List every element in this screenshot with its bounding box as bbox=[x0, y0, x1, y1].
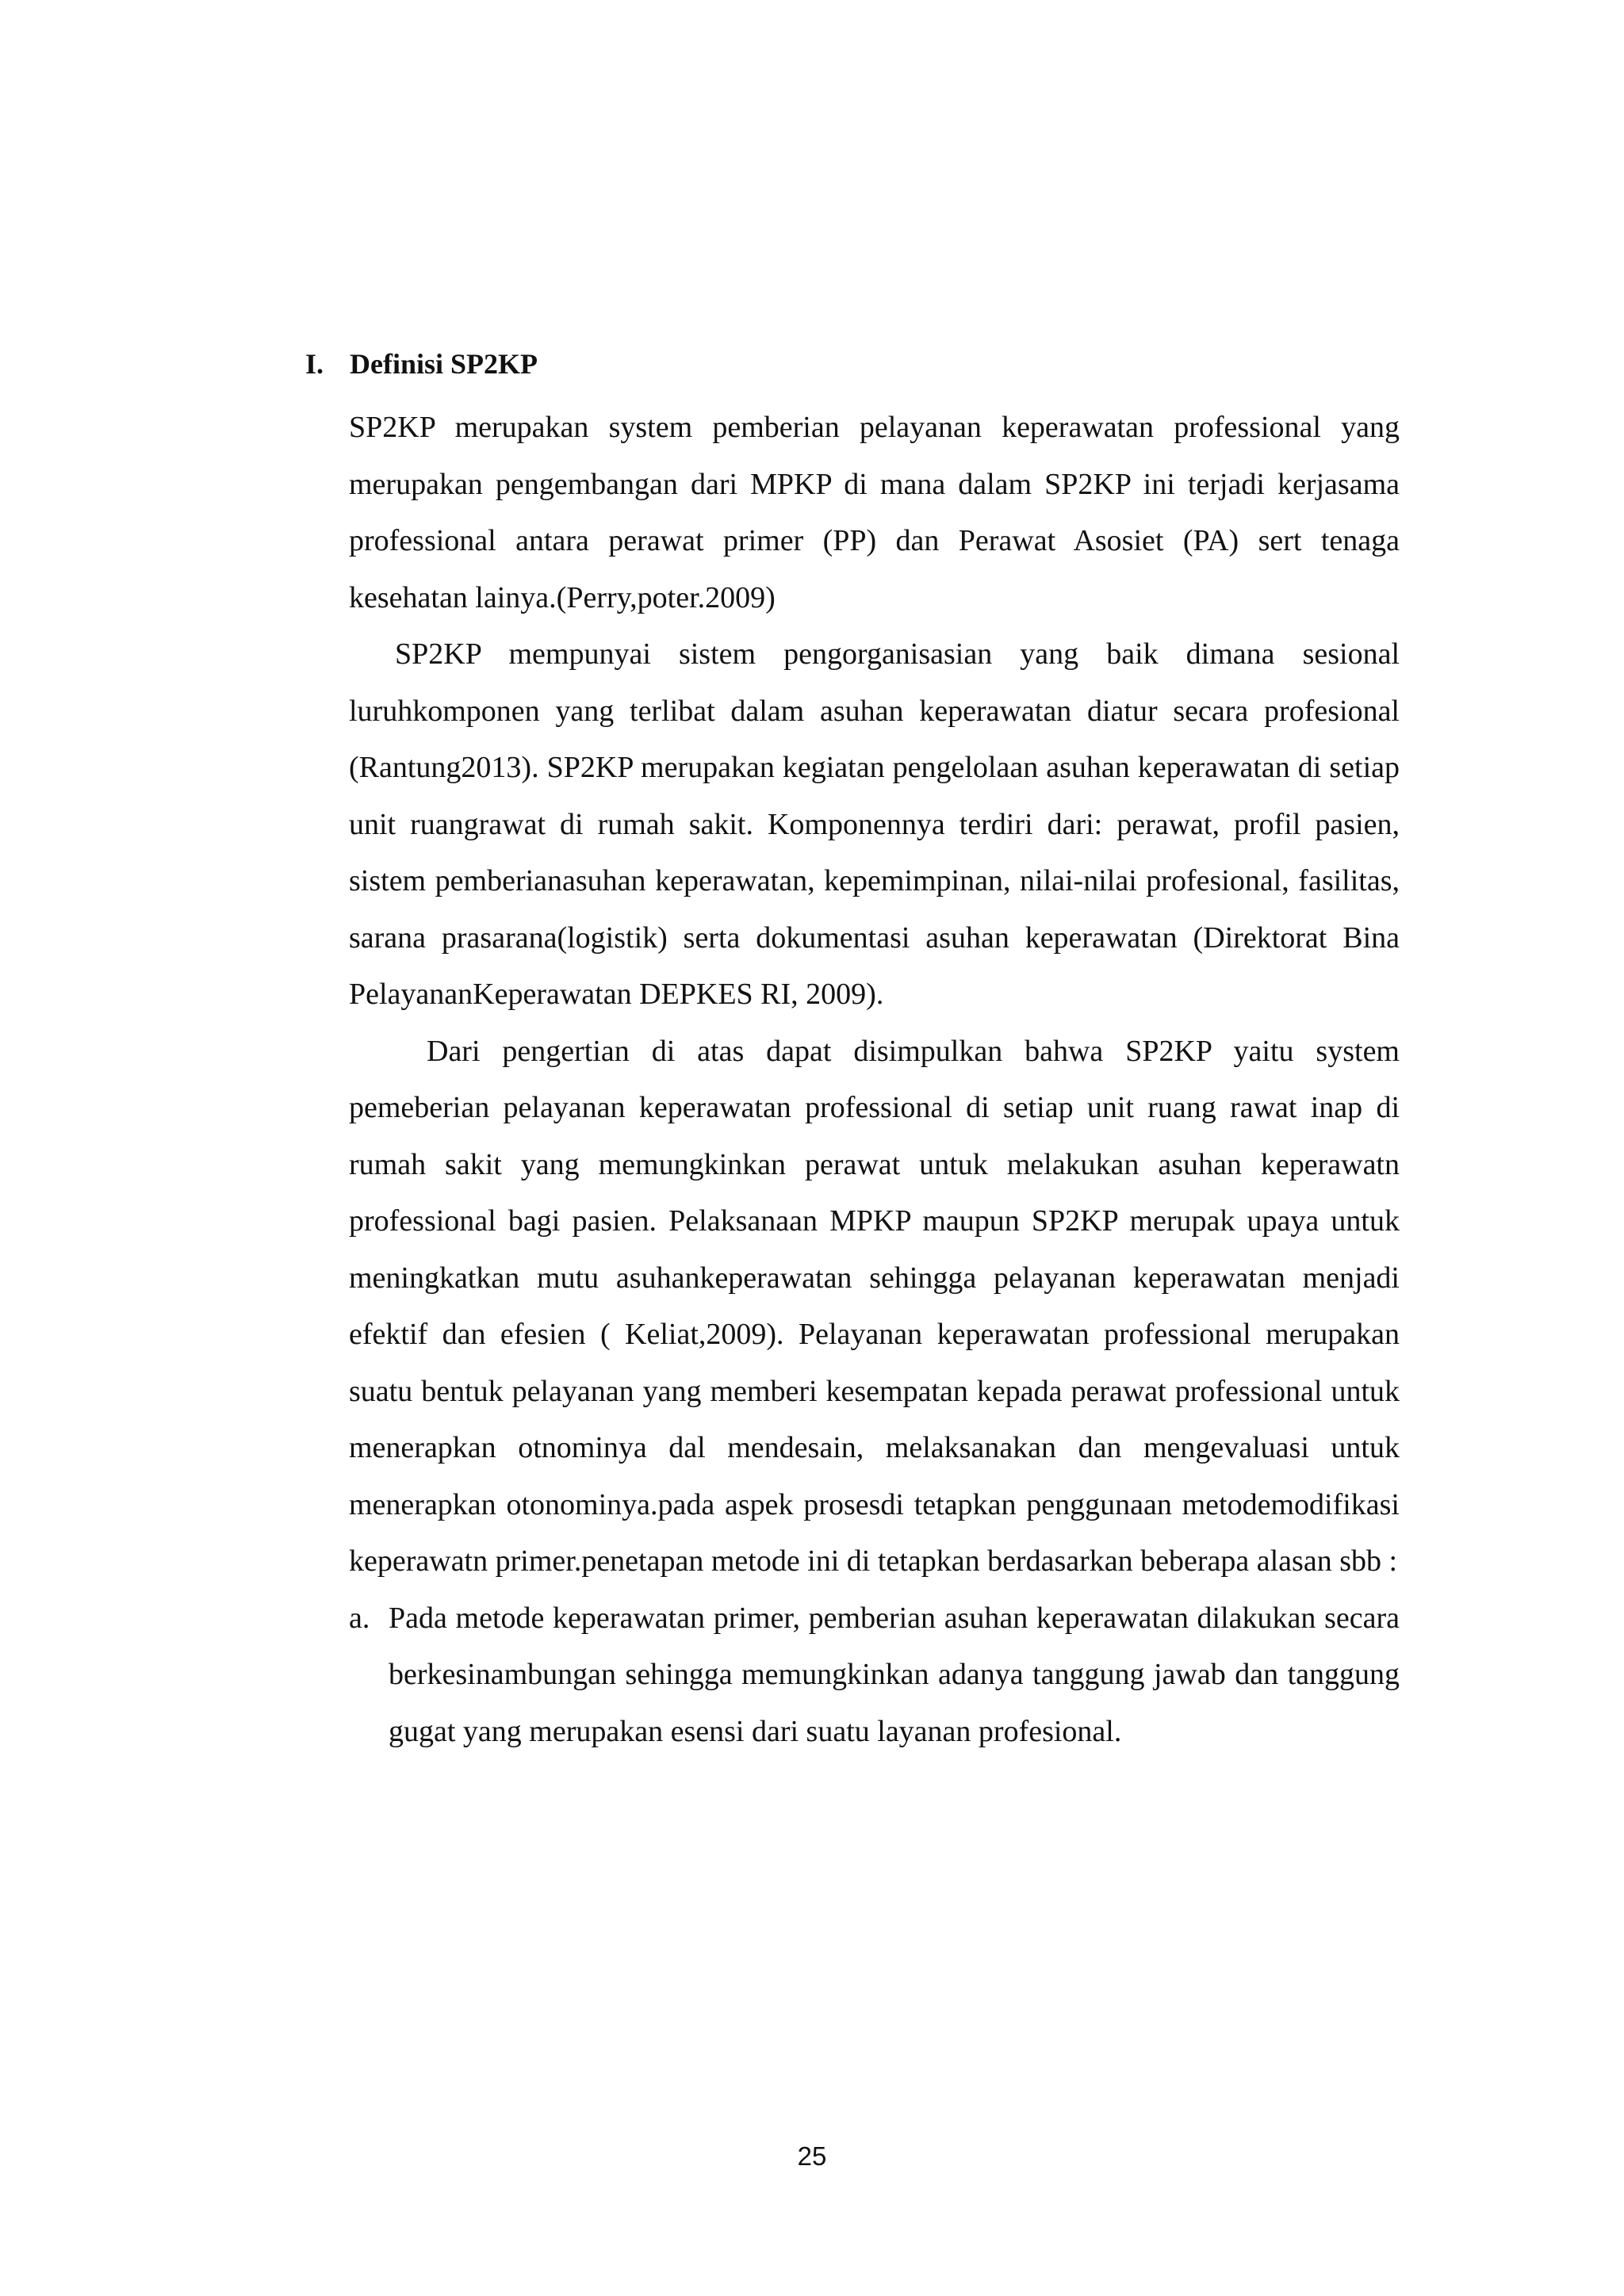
list-marker: a. bbox=[349, 1601, 370, 1635]
paragraph-1: SP2KP merupakan system pemberian pelayanan keperawatan professional yang merupakan pengembangan dari MPKP di mana dalam SP2KP ini terjadi kerjasama professional antara perawat primer (PP) dan Perawat Asosiet (PA) sert tenaga kesehatan lainya.(Perry,poter.2009) bbox=[349, 411, 1400, 614]
body-text bbox=[349, 400, 1400, 1760]
page-number: 25 bbox=[797, 2141, 827, 2171]
paragraph-3: Dari pengertian di atas dapat disimpulkan bahwa SP2KP yaitu system pemeberian pelayanan keperawatan professional di setiap unit ruang rawat inap di rumah sakit yang memungkinkan perawat untuk melakukan asuhan keperawatn professional bagi pasien. Pelaksanaan MPKP maupun SP2KP merupak upaya untuk meningkatkan mutu asuhankeperawatan sehingga pelayanan keperawatan menjadi efektif dan efesien ( Keliat,2009). Pelayanan keperawatan professional merupakan suatu bentuk pelayanan yang memberi kesempatan kepada perawat professional untuk menerapkan otnominya dal mendesain, melaksanakan dan mengevaluasi untuk menerapkan otonominya.pada aspek prosesdi tetapkan penggunaan metodemodifikasi keperawatn primer.penetapan metode ini di tetapkan berdasarkan beberapa alasan sbb : bbox=[349, 1034, 1400, 1578]
section-heading bbox=[305, 343, 538, 385]
paragraph-2: SP2KP mempunyai sistem pengorganisasian yang baik dimana sesional luruhkomponen yang terlibat dalam asuhan keperawatan diatur secara profesional (Rantung2013). SP2KP merupakan kegiatan pengelolaan asuhan keperawatan di setiap unit ruangrawat di rumah sakit. Komponennya terdiri dari: perawat, profil pasien, sistem pemberianasuhan keperawatan, kepemimpinan, nilai-nilai profesional, fasilitas, sarana prasarana(logistik) serta dokumentasi asuhan keperawatan (Direktorat Bina PelayananKeperawatan DEPKES RI, 2009). bbox=[349, 637, 1400, 1011]
section-number: I. bbox=[305, 348, 324, 380]
section-title: Definisi SP2KP bbox=[350, 348, 538, 380]
list-item-text: Pada metode keperawatan primer, pemberian asuhan keperawatan dilakukan secara berkesinambungan sehingga memungkinkan adanya tanggung jawab dan tanggung gugat yang merupakan esensi dari suatu layanan profesional. bbox=[389, 1601, 1400, 1748]
list-item bbox=[349, 1590, 1400, 1761]
